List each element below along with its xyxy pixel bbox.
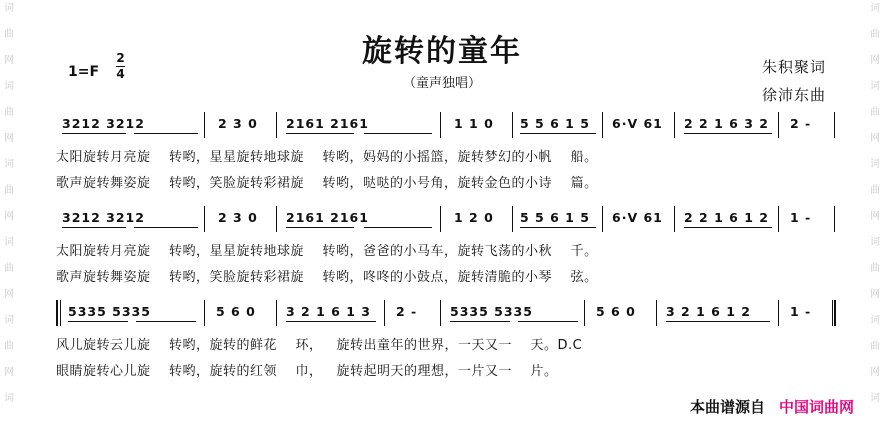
measure-notes: 6·V 61 — [612, 210, 663, 225]
watermark-char: 曲 — [870, 107, 880, 118]
site-brand-link[interactable]: 中国词曲网 — [778, 398, 854, 416]
lyric-line: 歌声旋转舞姿旋 转哟，笑脸旋转彩裙旋 转哟，咚咚的小鼓点，旋转清脆的小琴 弦。 — [56, 270, 598, 285]
measure-notes: 2 - — [790, 116, 812, 131]
beam-underline — [62, 227, 126, 228]
barline — [834, 206, 835, 232]
barline — [276, 112, 277, 138]
measure-notes: 3 2 1 6 1 3 — [286, 304, 371, 319]
measure-notes: 5 5 6 1 5 — [520, 116, 590, 131]
barline — [674, 112, 675, 138]
watermark-char: 词 — [870, 393, 880, 404]
measure-notes: 5335 5335 — [450, 304, 533, 319]
song-title: 旋转的童年 — [362, 34, 522, 69]
time-signature — [116, 52, 125, 81]
measure-notes: 2161 2161 — [286, 210, 369, 225]
watermark-char: 曲 — [4, 341, 14, 352]
measure-notes: 5 6 0 — [596, 304, 636, 319]
watermark-char: 曲 — [4, 29, 14, 40]
beam-underline — [684, 227, 772, 228]
time-top: 2 — [116, 51, 125, 65]
measure-notes: 3212 3212 — [62, 210, 145, 225]
barline — [656, 300, 657, 326]
barline — [276, 206, 277, 232]
measure-notes: 6·V 61 — [612, 116, 663, 131]
lyric-line: 太阳旋转月亮旋 转哟，星星旋转地球旋 转哟，爸爸的小马车，旋转飞荡的小秋 千。 — [56, 244, 598, 259]
beam-underline — [450, 321, 510, 322]
watermark-char: 词 — [4, 393, 14, 404]
beam-underline — [286, 227, 354, 228]
composer-credit: 徐沛东曲 — [761, 86, 826, 104]
source-label: 本曲谱源自 — [689, 398, 765, 416]
repeat-end-barline — [834, 300, 836, 326]
measure-notes: 1 - — [790, 210, 812, 225]
watermark-char: 词 — [4, 81, 14, 92]
watermark-char: 网 — [870, 367, 880, 378]
watermark-char: 曲 — [870, 185, 880, 196]
lyric-line: 眼睛旋转心儿旋 转哟，旋转的红领 巾， 旋转起明天的理想，一片又一 片。 — [56, 364, 558, 379]
watermark-char: 词 — [870, 315, 880, 326]
key-signature: 1=F — [68, 64, 100, 80]
beam-underline — [134, 133, 198, 134]
repeat-start-barline — [60, 300, 61, 326]
barline — [778, 206, 779, 232]
measure-notes: 2161 2161 — [286, 116, 369, 131]
measure-notes: 1 - — [790, 304, 812, 319]
watermark-char: 词 — [870, 237, 880, 248]
watermark-char: 网 — [4, 211, 14, 222]
watermark-char: 网 — [870, 55, 880, 66]
barline — [602, 206, 603, 232]
watermark-char: 曲 — [4, 107, 14, 118]
measure-notes: 2 2 1 6 3 2 — [684, 116, 769, 131]
barline — [440, 206, 441, 232]
watermark-char: 词 — [870, 159, 880, 170]
watermark-char: 网 — [870, 133, 880, 144]
watermark-char: 曲 — [4, 263, 14, 274]
measure-notes: 2 - — [396, 304, 418, 319]
watermark-char: 词 — [4, 315, 14, 326]
watermark-char: 词 — [4, 3, 14, 14]
beam-underline — [518, 321, 578, 322]
barline — [204, 206, 205, 232]
barline — [204, 112, 205, 138]
measure-notes: 5 5 6 1 5 — [520, 210, 590, 225]
watermark-char: 词 — [4, 159, 14, 170]
measure-notes: 1 1 0 — [454, 116, 494, 131]
barline — [204, 300, 205, 326]
watermark-char: 词 — [870, 81, 880, 92]
watermark-char: 网 — [4, 133, 14, 144]
watermark-char: 网 — [4, 289, 14, 300]
watermark-char: 曲 — [870, 29, 880, 40]
barline — [276, 300, 277, 326]
beam-underline — [134, 227, 198, 228]
time-bottom: 4 — [116, 67, 125, 81]
watermark-char: 词 — [870, 3, 880, 14]
lyricist-credit: 朱积聚词 — [761, 58, 826, 76]
barline — [602, 112, 603, 138]
beam-underline — [286, 133, 354, 134]
measure-notes: 5335 5335 — [68, 304, 151, 319]
repeat-end-barline — [832, 300, 833, 326]
lyric-line: 风儿旋转云儿旋 转哟，旋转的鲜花 环， 旋转出童年的世界，一天又一 天。D.C — [56, 338, 583, 353]
watermark-char: 网 — [4, 55, 14, 66]
beam-underline — [666, 321, 770, 322]
lyric-line: 太阳旋转月亮旋 转哟，星星旋转地球旋 转哟，妈妈的小摇篮，旋转梦幻的小帆 船。 — [56, 150, 598, 165]
watermark-char: 网 — [4, 367, 14, 378]
beam-underline — [364, 227, 432, 228]
beam-underline — [520, 227, 596, 228]
beam-underline — [286, 321, 376, 322]
repeat-start-barline — [56, 300, 58, 326]
beam-underline — [136, 321, 196, 322]
measure-notes: 3212 3212 — [62, 116, 145, 131]
watermark-char: 网 — [870, 211, 880, 222]
measure-notes: 2 3 0 — [218, 116, 258, 131]
measure-notes: 1 2 0 — [454, 210, 494, 225]
measure-notes: 2 2 1 6 1 2 — [684, 210, 769, 225]
barline — [584, 300, 585, 326]
barline — [778, 300, 779, 326]
watermark-char: 曲 — [870, 263, 880, 274]
barline — [512, 206, 513, 232]
barline — [674, 206, 675, 232]
watermark-char: 曲 — [870, 341, 880, 352]
beam-underline — [684, 133, 772, 134]
song-subtitle: （童声独唱） — [402, 76, 481, 91]
barline — [512, 112, 513, 138]
measure-notes: 5 6 0 — [216, 304, 256, 319]
measure-notes: 3 2 1 6 1 2 — [666, 304, 751, 319]
watermark-char: 曲 — [4, 185, 14, 196]
barline — [384, 300, 385, 326]
beam-underline — [62, 133, 126, 134]
watermark-char: 网 — [870, 289, 880, 300]
beam-underline — [364, 133, 432, 134]
barline — [778, 112, 779, 138]
source-credit — [690, 396, 854, 417]
barline — [440, 300, 441, 326]
beam-underline — [520, 133, 596, 134]
lyric-line: 歌声旋转舞姿旋 转哟，笑脸旋转彩裙旋 转哟，哒哒的小号角，旋转金色的小诗 篇。 — [56, 176, 598, 191]
beam-underline — [68, 321, 128, 322]
watermark-char: 词 — [4, 237, 14, 248]
barline — [440, 112, 441, 138]
measure-notes: 2 3 0 — [218, 210, 258, 225]
barline — [834, 112, 835, 138]
